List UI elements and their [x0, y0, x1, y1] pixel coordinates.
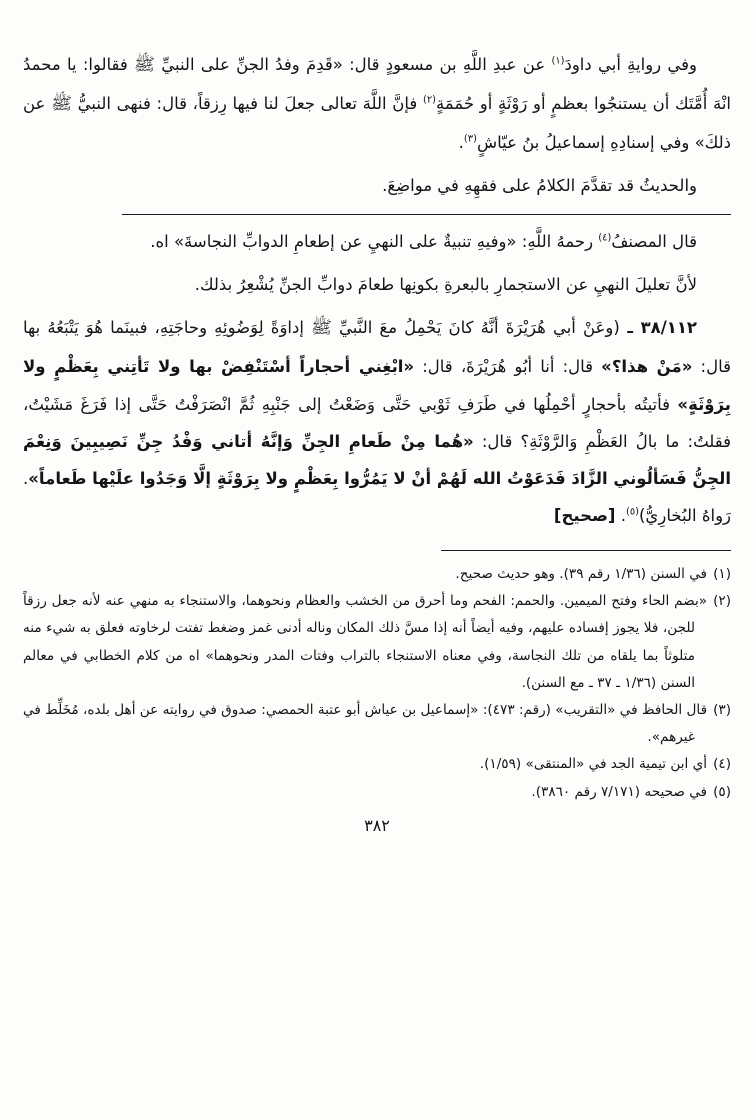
footnote-4-marker: (٤)	[713, 756, 731, 773]
footnote-3-text: قال الحافظ في «التقريب» (رقم: ٤٧٣): «إسماعيل بن عياش أبو عتبة الحمصي: صدوق في روايته عن أهل بلده، مُخَلِّط في غيرهم».	[23, 702, 708, 746]
text-segment: .	[615, 505, 626, 525]
text-segment: والحديثُ قد تقدَّمَ الكلامُ على فقهِهِ في مواضِعَ.	[382, 176, 697, 196]
footnote-4	[23, 751, 731, 778]
footnote-1-text: في السنن (١/٣٦ رقم ٣٩). وهو حديث صحيح.	[455, 566, 708, 583]
footnote-5-marker: (٥)	[713, 783, 731, 800]
paragraph-hadith-112	[23, 309, 731, 534]
footnote-separator	[441, 550, 731, 551]
text-segment: «مَنْ هذا؟»	[601, 357, 693, 377]
page-number: ٣٨٢	[364, 815, 390, 835]
text-segment: . رَواهُ البُخارِيُّ)	[23, 468, 731, 525]
text-segment: «ابْغِني أحجاراً أسْتَنْفِضْ بها ولا تَأتِني بِعَظْمٍ ولا بِرَوْثَةٍ»	[23, 357, 731, 414]
footnote-ref: (١)	[551, 55, 565, 67]
text-segment: .	[458, 132, 464, 152]
text-segment: [صحيح]	[553, 505, 616, 525]
text-segment: رحمهُ اللَّهِ: «وفيهِ تنبيةٌ على النهيِ عن إطعامِ الدوابِّ النجاسةَ» اه.	[150, 232, 599, 252]
footnote-ref: (٣)	[463, 133, 477, 145]
footnote-ref: (٥)	[625, 506, 639, 518]
text-segment: عن عبدِ اللَّهِ بن مسعودٍ قال: «قَدِمَ وفدُ الجنِّ على النبيِّ	[154, 55, 552, 74]
footnote-ref: (٢)	[422, 94, 436, 106]
paragraph-musannif-note	[23, 223, 731, 260]
footnotes-section	[23, 561, 731, 806]
footnote-1	[23, 561, 731, 588]
paragraph-abu-dawud-narration	[23, 46, 731, 161]
paragraph-hadith-discussed-elsewhere	[23, 167, 731, 204]
footnote-3	[23, 697, 731, 751]
page-content	[23, 46, 731, 835]
paragraph-explanation	[23, 266, 731, 303]
text-segment: وفي روايةِ أبي داودَ	[564, 55, 697, 74]
saw-symbol: ﷺ	[311, 318, 332, 339]
footnote-1-marker: (١)	[713, 566, 731, 583]
saw-symbol: ﷺ	[51, 93, 72, 114]
footnote-2-marker: (٢)	[713, 593, 731, 610]
text-segment: فإنَّ اللَّهَ تعالى جعلَ لنا فيها رِزقاً، قال: فنهى النبيُّ	[72, 93, 423, 113]
text-segment: عن ذلكَ» وفي إسنادِهِ إسماعيلُ بنُ عيّاشٍ	[23, 93, 731, 152]
text-segment: (وعَنْ أبي هُرَيْرَةَ أنَّهُ كانَ يَحْمِلُ معَ النَّبيِّ	[331, 318, 620, 338]
footnote-5	[23, 779, 731, 806]
footnote-5-text: في صحيحه (٧/١٧١ رقم ٣٨٦٠).	[531, 783, 708, 800]
section-divider	[122, 214, 731, 215]
text-segment: قال المصنفُ	[611, 232, 697, 252]
footnote-ref: (٤)	[598, 232, 612, 244]
footnote-3-marker: (٣)	[713, 702, 731, 719]
text-segment: لأنَّ تعليلَ النهيِ عن الاستجمارِ بالبعرةِ بكونِها طعامَ دوابِّ الجنِّ يُشْعِرُ بذلك.	[194, 275, 697, 295]
footnote-2-text: «بضم الحاء وفتح الميمين. والحمم: الفحم وما أحرق من الخشب والعظام ونحوهما، والاستنجاء به منهي عنه لأنه جعل رزقاً للجن، فلا يجوز إفساده عليهم، وفيه أيضاً أنه إذا مسَّ ذلك المكان وناله أدنى غمز وضغط تفتت لرخاوته فعلق به شيء منه متلوثاً بما يلقاه من تلك النجاسة، وفي معناه الاستنجاء بالتراب وفتات المدر ونحوهما» اه من كلام الخطابي في معالم السنن (١/٣٦ ـ ٣٧ ـ مع السنن).	[23, 593, 708, 691]
footnote-4-text: أي ابن تيمية الجد في «المنتقى» (١/٥٩).	[479, 756, 708, 773]
text-segment: «هُما مِنْ طَعامِ الجِنِّ وَإنَّهُ أتاني وَفْدُ جِنِّ نَصِيبِينَ وَنِعْمَ الجِنُّ فَسَألُوني الزَّادَ فَدَعَوْتُ الله لَهُمْ أنْ لا يَمُرُّوا بِعَظْمٍ ولا بِرَوْثَةٍ إلَّا وَجَدُوا علَيْها طَعاماً»	[23, 431, 731, 488]
text-segment: إداوَةً لِوَضُوئِهِ وحاجَتِهِ، فبينَما هُوَ يَتْبَعُهُ بها قال:	[23, 318, 731, 377]
footnote-2	[23, 588, 731, 697]
saw-symbol: ﷺ	[134, 55, 155, 75]
text-segment: قال: أنا أبُو هُرَيْرَةَ، قال:	[414, 357, 602, 377]
text-segment: فأتيتُه بأحجارٍ أحْمِلُها في طَرَفِ ثَوْبي حَتَّى وَضَعْتُ إلى جَنْبِهِ ثُمَّ انْصَرَفْتُ حَتَّى إذا فَرَغَ مَشَيْتُ، فقلتُ: ما بالُ العَظْمِ وَالرَّوْثَةِ؟ قال:	[23, 394, 731, 451]
text-segment: ٣٨/١١٢ ـ	[619, 318, 697, 338]
text-segment: فقالوا: يا محمدُ انْهَ أُمَّتَك أن يستنجُوا بعظمٍ أو رَوْثَةٍ أو حُمَمَةٍ	[23, 55, 731, 113]
